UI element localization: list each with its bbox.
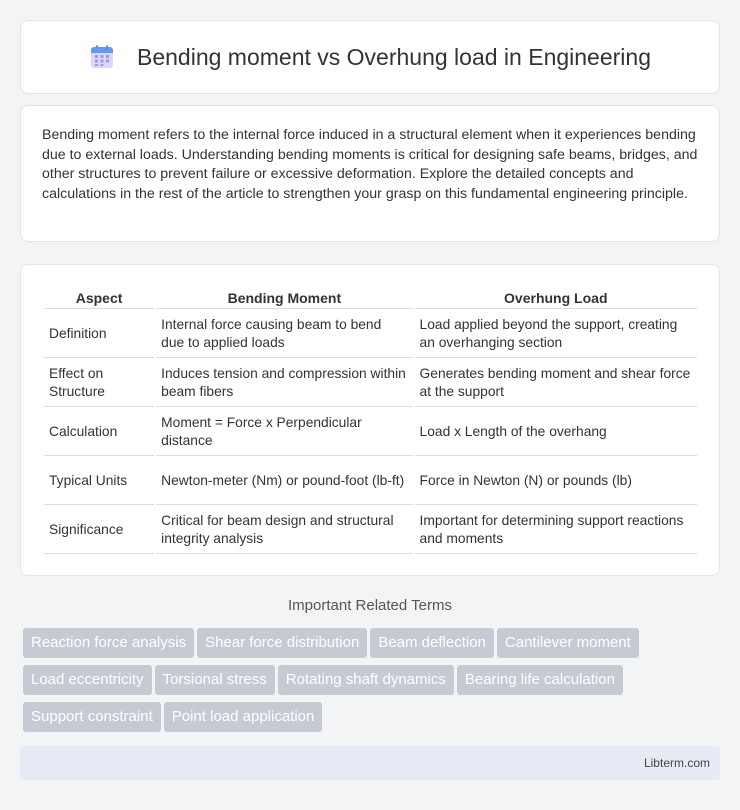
row-bending-moment: Induces tension and compression within beam fibers [156,358,412,407]
related-term-tag[interactable]: Shear force distribution [197,628,367,658]
title-card [20,20,720,94]
related-term-tag[interactable]: Beam deflection [370,628,494,658]
calendar-grid-icon [89,44,115,70]
table-row [44,358,697,407]
related-terms-title: Important Related Terms [288,597,452,614]
page-title-text: Bending moment vs Overhung load in Engineering [137,43,651,70]
header-overhung-load: Overhung Load [415,287,697,309]
page-title [89,44,651,71]
header-bending-moment: Bending Moment [156,287,412,309]
intro-text: Bending moment refers to the internal force induced in a structural element when it experiences bending due to external loads. Understanding bending moments is critical for designing safe beams, bridges, and other structures to prevent failure or excessive deformation. Explore the detailed concepts and calculations in the rest of the article to strengthen your grasp on this fundamental engineering principle. [42,127,698,202]
header-aspect: Aspect [44,287,154,309]
related-terms-list [23,628,703,739]
comparison-table [42,287,699,554]
footer-site-link[interactable]: Libterm.com [643,756,710,770]
row-bending-moment: Internal force causing beam to bend due to applied loads [156,309,412,358]
row-bending-moment: Critical for beam design and structural integrity analysis [156,505,412,554]
comparison-table-card [20,264,720,576]
related-term-tag[interactable]: Bearing life calculation [457,665,623,695]
related-term-tag[interactable]: Support constraint [23,702,161,732]
related-term-tag[interactable]: Rotating shaft dynamics [278,665,454,695]
table-row [44,309,697,358]
footer [20,746,720,780]
related-term-tag[interactable]: Point load application [164,702,323,732]
row-aspect: Definition [44,309,154,358]
related-term-tag[interactable]: Load eccentricity [23,665,152,695]
related-term-tag[interactable]: Reaction force analysis [23,628,194,658]
intro-card [20,105,720,242]
row-aspect: Typical Units [44,456,154,505]
row-overhung-load: Generates bending moment and shear force at the support [415,358,697,407]
row-aspect: Calculation [44,407,154,456]
related-term-tag[interactable]: Torsional stress [155,665,275,695]
row-overhung-load: Force in Newton (N) or pounds (lb) [415,456,697,505]
row-aspect: Effect on Structure [44,358,154,407]
row-aspect: Significance [44,505,154,554]
table-row [44,505,697,554]
row-overhung-load: Load applied beyond the support, creating an overhanging section [415,309,697,358]
table-header-row [44,287,697,309]
table-row [44,407,697,456]
row-bending-moment: Moment = Force x Perpendicular distance [156,407,412,456]
related-term-tag[interactable]: Cantilever moment [497,628,639,658]
row-overhung-load: Load x Length of the overhang [415,407,697,456]
table-row [44,456,697,505]
row-bending-moment: Newton-meter (Nm) or pound-foot (lb-ft) [156,456,412,505]
row-overhung-load: Important for determining support reactions and moments [415,505,697,554]
